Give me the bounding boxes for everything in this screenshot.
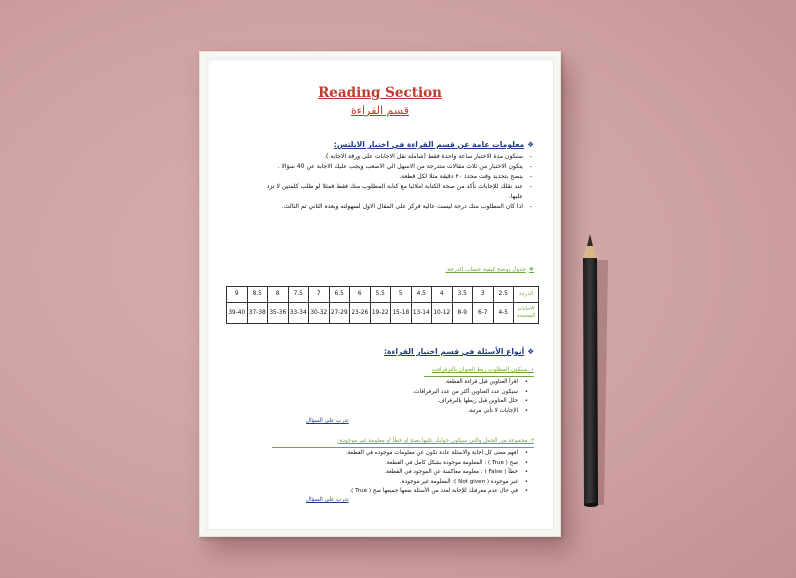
general-info-list — [262, 152, 532, 212]
table-cell: 2.5 — [493, 287, 514, 303]
table-cell: 30-32 — [309, 303, 330, 324]
diamond-star-icon: ❖ — [527, 347, 534, 356]
table-cell: 6-7 — [473, 303, 494, 324]
table-cell: 9 — [227, 287, 248, 303]
document-page — [206, 58, 554, 530]
list-item: • اقرأ العناوين قبل قراءة القطعة. — [268, 378, 528, 388]
list-item: - ستكون مدة الاختبار ساعة واحدة فقط (شاملة نقل الاجابات على ورقة الاجابة ). — [262, 152, 532, 162]
question-types-heading — [384, 347, 534, 356]
score-table — [226, 286, 539, 324]
table-cell: الدرجة — [514, 287, 539, 303]
table-cell: 8 — [268, 287, 289, 303]
divider — [424, 376, 534, 377]
picture-frame — [199, 51, 561, 537]
list-item: • صح ( True ) : المعلومة موجودة بشكل كامل في القطعة. — [268, 459, 528, 469]
pencil-shadow — [590, 260, 608, 505]
question-type-2-title: ٢. مجموعة من الجمل والتي سيكون جوابك عليها بصح او خطأ او معلومة غير موجودة: — [337, 438, 534, 444]
document-title: Reading Section — [318, 85, 442, 101]
list-item: - ينصح بتحديد وقت محدد ٢٠ دقيقة مثلا لكل قطعة. — [262, 172, 532, 182]
list-item: • سيكون عدد العناوين أكثر من عدد البرقرافات. — [268, 388, 528, 398]
table-cell: 4 — [432, 287, 453, 303]
table-cell: 3 — [473, 287, 494, 303]
list-item: • خطأ ( False ) : معلومة معاكسة عن الموجود في القطعة. — [268, 468, 528, 478]
table-cell: 5.5 — [370, 287, 391, 303]
question-type-1-tips — [268, 378, 528, 416]
diamond-star-icon: ❖ — [527, 140, 534, 149]
table-cell: 7 — [309, 287, 330, 303]
diamond-star-icon: ❖ — [528, 267, 534, 273]
table-cell: 6 — [350, 287, 371, 303]
table-caption-text: جدول يوضح كيفية حساب الدرجة: — [445, 267, 526, 273]
table-cell: 10-12 — [432, 303, 453, 324]
table-cell: 3.5 — [452, 287, 473, 303]
table-cell: 15-18 — [391, 303, 412, 324]
list-item: • غير موجودة ( Not given ): المعلومة غير موجودة. — [268, 478, 528, 488]
question-type-1-title: ١. سيكون المطلوب ربط العنوان بالبرقرافت — [431, 367, 534, 373]
table-cell: 8.5 — [247, 287, 268, 303]
list-item: • الإجابات لا تأتي مرتبة. — [268, 407, 528, 417]
table-cell: 37-38 — [247, 303, 268, 324]
table-cell: 39-40 — [227, 303, 248, 324]
table-cell: 13-14 — [411, 303, 432, 324]
table-cell: 7.5 — [288, 287, 309, 303]
practice-link-1[interactable]: تدرب على السؤال — [306, 418, 349, 424]
table-cell: الاجابات الصحيحة — [514, 303, 539, 324]
list-item: • في حال عدم معرفتك للإجابة لعدد من الأسئلة ضعها جميعها صح ( True ). — [268, 487, 528, 497]
table-cell: 27-29 — [329, 303, 350, 324]
list-item: - عند نقلك للإجابات تأكد من صحة الكتابة املائيا مع كتابة المطلوب منك فقط فمثلا لو طلب كلمتين لا تزد عليها. — [262, 182, 532, 202]
table-cell: 33-34 — [288, 303, 309, 324]
table-row — [227, 303, 539, 324]
list-item: - اذا كان المطلوب منك درجة ليست عالية فركز على المقال الاول لسهولته وبعده الثاني ثم الثالث. — [262, 202, 532, 212]
document-subtitle-arabic: قسم القراءة — [351, 104, 409, 117]
table-row — [227, 287, 539, 303]
list-item: - يتكون الاختبار من ثلاث مقالات متدرجة من الاسهل الي الاصعب ويجب عليك الاجابة عن 40 سؤالا . — [262, 162, 532, 172]
practice-link-2[interactable]: تدرب على السؤال — [306, 497, 349, 503]
table-caption — [445, 267, 534, 273]
question-types-heading-text: أنواع الأسئلة في قسم اختبار القراءة: — [383, 347, 525, 356]
table-cell: 6.5 — [329, 287, 350, 303]
list-item: • حلل العناوين قبل ربطها بالبرقراف. — [268, 397, 528, 407]
table-cell: 35-36 — [268, 303, 289, 324]
table-cell: 4.5 — [411, 287, 432, 303]
divider — [272, 447, 534, 448]
table-cell: 19-22 — [370, 303, 391, 324]
pencil-tip — [583, 234, 597, 258]
question-type-2-tips — [268, 449, 528, 497]
table-cell: 23-26 — [350, 303, 371, 324]
table-cell: 4-5 — [493, 303, 514, 324]
list-item: • افهم معنى كل اجابة والاسئلة عادة تكون عن معلومات موجوده في القطعة. — [268, 449, 528, 459]
general-info-heading — [334, 140, 534, 149]
table-cell: 8-9 — [452, 303, 473, 324]
table-cell: 5 — [391, 287, 412, 303]
pencil-body — [583, 258, 598, 507]
general-info-heading-text: معلومات عامة عن قسم القراءة في اختبار الايلتس: — [333, 140, 525, 149]
